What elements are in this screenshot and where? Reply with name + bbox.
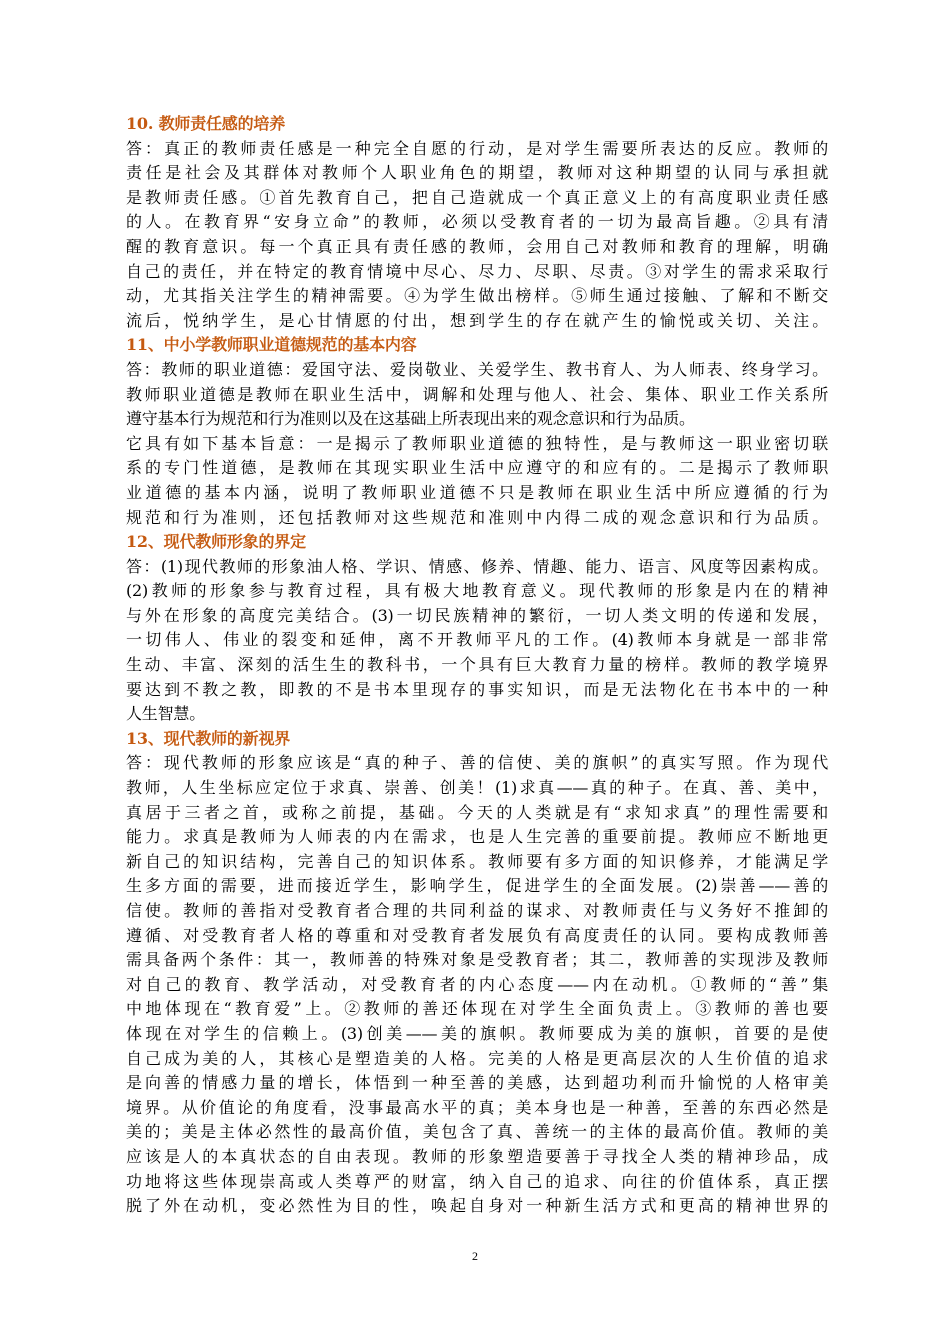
paragraph-line: 生多方面的需要，进而接近学生，影响学生，促进学生的全面发展。(2)崇善——善的 [126, 876, 828, 896]
paragraph-line: 体现在对学生的信赖上。(3)创美——美的旗帜。教师要成为美的旗帜，首要的是使 [126, 1023, 828, 1043]
paragraph-line: 脱了外在动机，变必然性为目的性，唤起自身对一种新生活方式和更高的精神世界的 [126, 1196, 828, 1216]
paragraph-line: 是向善的情感力量的增长，体悟到一种至善的美感，达到超功利而升愉悦的人格审美 [126, 1073, 828, 1093]
paragraph-line: 责任是社会及其群体对教师个人职业角色的期望，教师对这种期望的认同与承担就 [126, 163, 828, 183]
paragraph-line: 规范和行为准则，还包括教师对这些规范和准则中内得二成的观念意识和行为品质。 [126, 507, 828, 527]
paragraph-line: 是教师责任感。①首先教育自己，把自己造就成一个真正意义上的有高度职业责任感 [126, 187, 828, 207]
paragraph-line: 中地体现在“教育爱”上。②教师的善还体现在对学生全面负责上。③教师的善也要 [126, 999, 828, 1019]
paragraph-line: 系的专门性道德，是教师在其现实职业生活中应遵守的和应有的。二是揭示了教师职 [126, 458, 828, 478]
paragraph-line: 要达到不教之教，即教的不是书本里现存的事实知识，而是无法物化在书本中的一种 [126, 679, 828, 699]
section-heading-13: 13、现代教师的新视界 [126, 728, 291, 748]
paragraph-line: 答：现代教师的形象应该是“真的种子、善的信使、美的旗帜”的真实写照。作为现代 [126, 753, 828, 773]
paragraph-line: 境界。从价值论的角度看，没事最高水平的真；美本身也是一种善，至善的东西必然是 [126, 1097, 828, 1117]
paragraph-line: (2)教师的形象参与教育过程，具有极大地教育意义。现代教师的形象是内在的精神 [126, 581, 828, 601]
paragraph-line: 答：教师的职业道德：爱国守法、爱岗敬业、关爱学生、教书育人、为人师表、终身学习。 [126, 359, 828, 379]
paragraph-line: 美的；美是主体必然性的最高价值，美包含了真、善统一的主体的最高价值。教师的美 [126, 1122, 828, 1142]
paragraph-line: 的人。在教育界“安身立命”的教师，必须以受教育者的一切为最高旨趣。②具有清 [126, 212, 828, 232]
paragraph-line: 它具有如下基本旨意：一是揭示了教师职业道德的独特性，是与教师这一职业密切联 [126, 433, 828, 453]
section-heading-11: 11、中小学教师职业道德规范的基本内容 [126, 335, 417, 355]
paragraph-line: 流后，悦纳学生，是心甘情愿的付出，想到学生的存在就产生的愉悦或关切、关注。 [126, 310, 828, 330]
paragraph-line: 自己成为美的人，其核心是塑造美的人格。完美的人格是更高层次的人生价值的追求 [126, 1048, 828, 1068]
paragraph-line: 功地将这些体现崇高或人类尊严的财富，纳入自己的追求、向往的价值体系，真正摆 [126, 1171, 828, 1191]
paragraph-line: 答：真正的教师责任感是一种完全自愿的行动，是对学生需要所表达的反应。教师的 [126, 138, 828, 158]
paragraph-line: 业道德的基本内涵，说明了教师职业道德不只是教师在职业生活中所应遵循的行为 [126, 482, 828, 502]
paragraph-line: 生动、丰富、深刻的活生生的教科书，一个具有巨大教育力量的榜样。教师的教学境界 [126, 655, 828, 675]
paragraph-line: 需具备两个条件：其一，教师善的特殊对象是受教育者；其二，教师善的实现涉及教师 [126, 950, 828, 970]
paragraph-line: 答：(1)现代教师的形象油人格、学识、情感、修养、情趣、能力、语言、风度等因素构成。 [126, 556, 828, 576]
paragraph-line: 醒的教育意识。每一个真正具有责任感的教师，会用自己对教师和教育的理解，明确 [126, 236, 828, 256]
paragraph-line: 与外在形象的高度完美结合。(3)一切民族精神的繁衍，一切人类文明的传递和发展， [126, 605, 828, 625]
paragraph-line: 教师，人生坐标应定位于求真、崇善、创美！(1)求真——真的种子。在真、善、美中， [126, 778, 828, 798]
paragraph-line: 能力。求真是教师为人师表的内在需求，也是人生完善的重要前提。教师应不断地更 [126, 827, 828, 847]
page-number: 2 [472, 1249, 478, 1263]
paragraph-line: 真居于三者之首，或称之前提，基础。今天的人类就是有“求知求真”的理性需要和 [126, 802, 828, 822]
paragraph-line: 教师职业道德是教师在职业生活中，调解和处理与他人、社会、集体、职业工作关系所 [126, 384, 828, 404]
paragraph-line: 信使。教师的善指对受教育者合理的共同利益的谋求、对教师责任与义务好不推卸的 [126, 901, 828, 920]
document-body [126, 112, 828, 1219]
paragraph-line: 应该是人的本真状态的自由表现。教师的形象塑造要善于寻找全人类的精神珍品，成 [126, 1146, 828, 1166]
paragraph-line: 人生智慧。 [126, 704, 206, 724]
paragraph-line: 遵守基本行为规范和行为准则以及在这基础上所表现出来的观念意识和行为品质。 [126, 409, 695, 429]
paragraph-line: 遵循、对受教育者人格的尊重和对受教育者发展负有高度责任的认同。要构成教师善 [126, 925, 828, 945]
paragraph-line: 动，尤其指关注学生的精神需要。④为学生做出榜样。⑤师生通过接触、了解和不断交 [126, 286, 828, 306]
paragraph-line: 对自己的教育、教学活动，对受教育者的内心态度——内在动机。①教师的“善”集 [126, 974, 828, 994]
paragraph-line: 自己的责任，并在特定的教育情境中尽心、尽力、尽职、尽责。③对学生的需求采取行 [126, 261, 828, 281]
paragraph-line: 一切伟人、伟业的裂变和延伸，离不开教师平凡的工作。(4)教师本身就是一部非常 [126, 630, 828, 650]
paragraph-line: 新自己的知识结构，完善自己的知识体系。教师要有多方面的知识修养，才能满足学 [126, 851, 828, 871]
section-heading-10: 10. 教师责任感的培养 [126, 114, 286, 133]
section-heading-12: 12、现代教师形象的界定 [126, 532, 306, 552]
